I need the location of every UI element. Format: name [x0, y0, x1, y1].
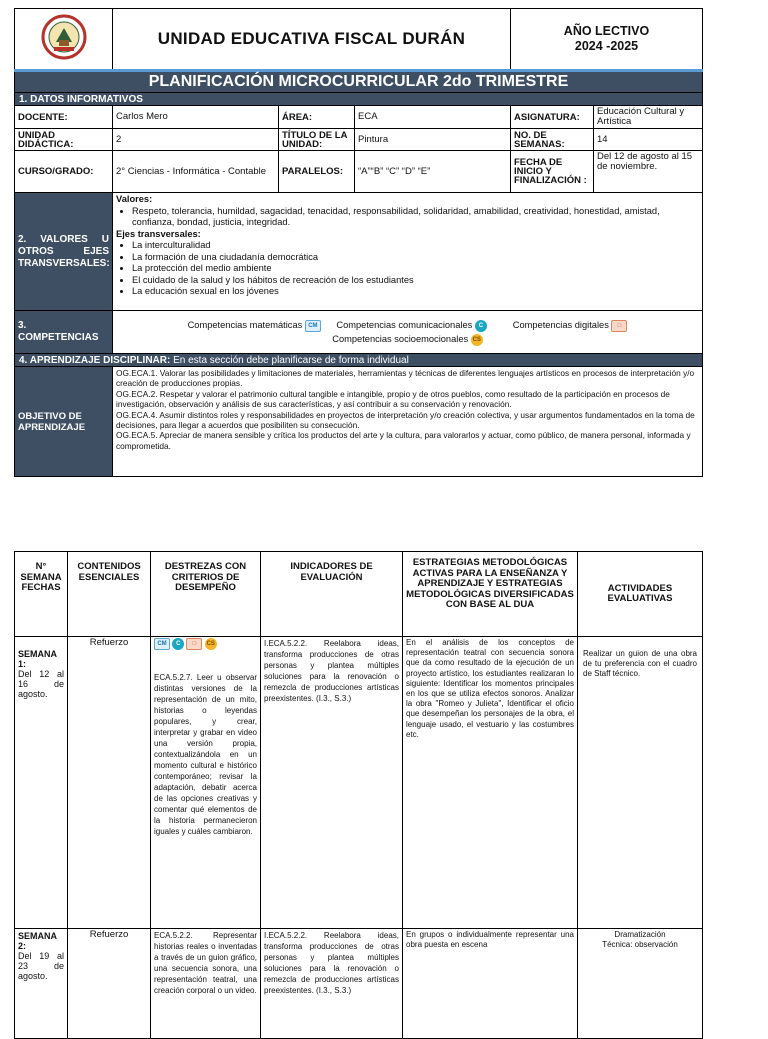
indicador-cell: I.ECA.5.2.2. Reelabora ideas, transforma producciones de otras personas y plantea múltiples soluciones para la renovación o remezcla de producciones artísticas preexistentes. (I.3., S.3.) [261, 929, 403, 1039]
objetivo-item: OG.ECA.5. Apreciar de manera sensible y crítica los productos del arte y la cultura, para valorarlos y actuar, como público, de manera personal, informada y comprometida. [116, 430, 691, 451]
indicador-cell: I.ECA.5.2.2. Reelabora ideas, transforma producciones de otras personas y plantea múltiples soluciones para la renovación o remezcla de producciones artísticas preexistentes. (I.3., S.3.) [261, 637, 403, 929]
ejes-item: • La formación de una ciudadanía democrática [132, 252, 699, 264]
school-logo [41, 14, 87, 60]
objetivo-item: OG.ECA.1. Valorar las posibilidades y limitaciones de materiales, herramientas y técnicas de diferentes lenguajes artísticos en procesos de interpretación y/o creación de producciones propias. [116, 368, 695, 389]
actividad-cell [578, 929, 703, 1039]
header-contenidos: CONTENIDOS ESENCIALES [68, 552, 151, 637]
digital-icon: □ [611, 320, 627, 332]
asignatura-label: ASIGNATURA: [511, 106, 594, 129]
ejes-item: • El cuidado de la salud y los hábitos de recreación de los estudiantes [132, 275, 699, 287]
info-sheet [14, 8, 702, 477]
section2-label: 2. VALORES U OTROS EJES TRANSVERSALES: [15, 193, 113, 311]
competencias-row-2 [116, 332, 699, 346]
unidad-label: UNIDAD DIDÁCTICA: [15, 129, 113, 151]
planning-table [14, 551, 702, 1039]
fecha-value: Del 12 de agosto al 15 de noviembre. [594, 151, 703, 193]
valores-list [116, 206, 699, 229]
asignatura-value: Educación Cultural y Artística [594, 106, 703, 129]
fecha-label: FECHA DE INICIO Y FINALIZACIÓN : [511, 151, 594, 193]
paralelos-label: PARALELOS: [279, 151, 355, 193]
communication-icon: C [475, 320, 487, 332]
competencias-row-1 [116, 318, 699, 332]
curso-label: CURSO/GRADO: [15, 151, 113, 193]
header-estrategias: ESTRATEGIAS METODOLÓGICAS ACTIVAS PARA LA ENSEÑANZA Y APRENDIZAJE Y ESTRATEGIAS METODOLÓGICAS DIVERSIFICADAS CON BASE AL DUA [403, 552, 578, 637]
math-icon: CM [154, 638, 170, 650]
actividad-tecnica: Técnica: observación [602, 940, 678, 950]
docente-label: DOCENTE: [15, 106, 113, 129]
ejes-item: • La educación sexual en los jóvenes [132, 286, 699, 298]
destreza-cell: ECA.5.2.2. Representar historias reales o inventadas a través de un guion gráfico, una secuencia sonora, una representación teatral, una creación corporal o un video. [151, 929, 261, 1039]
area-value: ECA [355, 106, 511, 129]
destreza-cell [151, 637, 261, 929]
estrategia-cell: En el análisis de los conceptos de representación teatral con secuencia sonora que da como resultado de la ejecución de un proyecto artístico, los estudiantes realizaran lo siguiente: Identificar los momentos principales en los que se utiliza efectos sonoros. Analizar la obra "Romeo y Julieta", Identificar el oficio que desempeñan los personajes de la obra, el lenguaje usado, el vestuario y las costumbres etc. [403, 637, 578, 929]
ejes-list [116, 240, 699, 298]
ejes-item: • La interculturalidad [132, 240, 699, 252]
header-indicadores: INDICADORES DE EVALUACIÓN [261, 552, 403, 637]
ejes-item: • La protección del medio ambiente [132, 263, 699, 275]
contenido-cell: Refuerzo [68, 637, 151, 929]
objetivo-label: OBJETIVO DE APRENDIZAJE [15, 367, 113, 477]
table-row [15, 929, 703, 1039]
school-name: UNIDAD EDUCATIVA FISCAL DURÁN [113, 9, 511, 71]
semana-fechas: Del 12 al 16 de agosto. [18, 669, 64, 699]
section4-subtitle: En esta sección debe planificarse de forma individual [173, 354, 409, 366]
section4-title-text: 4. APRENDIZAJE DISCIPLINAR: [19, 354, 171, 366]
banner-title: PLANIFICACIÓN MICROCURRICULAR 2do TRIMESTRE [15, 71, 703, 93]
socioemotional-icon: CS [205, 638, 217, 650]
comp-com-label: Competencias comunicacionales [336, 320, 473, 330]
actividad-cell: Realizar un guion de una obra de tu preferencia con el cuadro de Staff técnico. [578, 637, 703, 929]
semanas-label: NO. DE SEMANAS: [511, 129, 594, 151]
docente-value: Carlos Mero [113, 106, 279, 129]
table-row [15, 637, 703, 929]
comp-dig-label: Competencias digitales [512, 320, 609, 330]
titulo-value: Pintura [355, 129, 511, 151]
comp-mat-label: Competencias matemáticas [187, 320, 303, 330]
competency-icons [154, 638, 257, 650]
actividad-text: Dramatización [614, 930, 666, 939]
school-year [511, 9, 703, 71]
semanas-value: 14 [594, 129, 703, 151]
section1-title: 1. DATOS INFORMATIVOS [15, 93, 703, 106]
valores-item: • Respeto, tolerancia, humildad, sagacidad, tenacidad, responsabilidad, solidaridad, amabilidad, creatividad, honestidad, amistad, confianza, bondad, justicia, integridad. [132, 206, 699, 229]
titulo-label: TÍTULO DE LA UNIDAD: [279, 129, 355, 151]
curso-value: 2° Ciencias - Informática - Contable [113, 151, 279, 193]
year-label: AÑO LECTIVO [563, 24, 650, 38]
semana-cell [15, 637, 68, 929]
unidad-value: 2 [113, 129, 279, 151]
section2-content [113, 193, 703, 311]
header-semana: N° SEMANA FECHAS [15, 552, 68, 637]
competencias-cell [113, 311, 703, 354]
socioemotional-icon: CS [471, 334, 483, 346]
valores-title: Valores: [116, 194, 153, 204]
destreza-text: ECA.5.2.7. Leer u observar distintas versiones de la representación de un mito, historias o leyendas populares, y crear, interpretar y grabar en video una versión propia, contextualizándola en un momento cultural e histórico contemporáneo; revisar la adaptación, debatir acerca de las opciones creativas y comentar qué elementos de la historia permanecieron iguales y cuáles cambiaron. [154, 673, 257, 836]
paralelos-value: “A”“B” “C” “D” “E” [355, 151, 511, 193]
year-value: 2024 -2025 [574, 39, 639, 53]
logo-cell [15, 9, 113, 71]
objetivo-item: OG.ECA.2. Respetar y valorar el patrimonio cultural tangible e intangible, propio y de otros pueblos, como resultado de la participación en procesos de investigación, observación y análisis de sus características, y así contribuir a su conservación y renovación. [116, 388, 670, 410]
objetivos-cell [113, 367, 703, 477]
ejes-title: Ejes transversales: [116, 228, 201, 239]
semana-title: SEMANA 2: [18, 931, 57, 951]
section4-title [15, 354, 703, 367]
area-label: ÁREA: [279, 106, 355, 129]
math-icon: CM [305, 320, 321, 332]
section3-label: 3. COMPETENCIAS [15, 311, 113, 354]
header-destrezas: DESTREZAS CON CRITERIOS DE DESEMPEÑO [151, 552, 261, 637]
comp-soc-label: Competencias socioemocionales [332, 334, 469, 344]
semana-fechas: Del 19 al 23 de agosto. [18, 951, 64, 981]
header-actividades: ACTIVIDADES EVALUATIVAS [578, 552, 703, 637]
semana-cell [15, 929, 68, 1039]
contenido-cell: Refuerzo [68, 929, 151, 1039]
semana-title: SEMANA 1: [18, 649, 57, 669]
communication-icon: C [172, 638, 184, 650]
estrategia-cell: En grupos o individualmente representar una obra puesta en escena [403, 929, 578, 1039]
objetivo-item: OG.ECA.4. Asumir distintos roles y responsabilidades en proyectos de interpretación y/o creación colectiva, y usar argumentos fundamentados en la toma de decisiones, para llegar a acuerdos que posibiliten su consecución. [116, 409, 695, 431]
digital-icon: □ [186, 638, 202, 650]
